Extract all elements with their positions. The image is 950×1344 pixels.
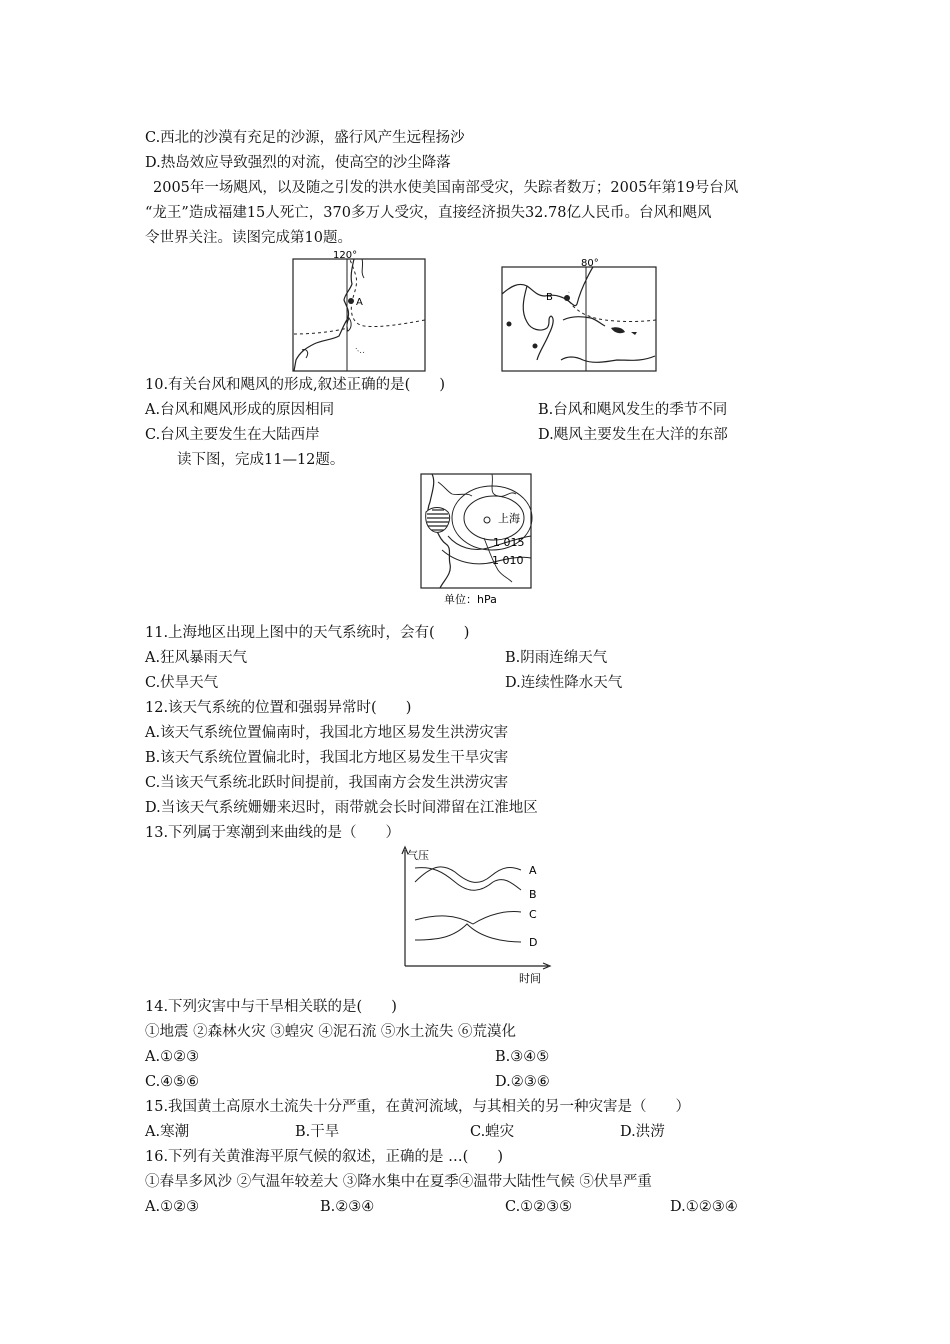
q16-option-b: B.②③④ — [320, 1199, 375, 1215]
typhoon-track-map — [292, 248, 427, 376]
pressure-curve-chart — [393, 842, 553, 990]
q11-stem: 11.上海地区出现上图中的天气系统时，会有( ) — [145, 625, 470, 641]
q15-option-a: A.寒潮 — [145, 1124, 190, 1140]
shanghai-label: 上海 — [498, 512, 520, 525]
q13-stem: 13.下列属于寒潮到来曲线的是（ ） — [145, 825, 401, 841]
q14-option-c: C.④⑤⑥ — [145, 1074, 200, 1090]
unit-label: 单位：hPa — [444, 593, 497, 606]
q11-option-d: D.连续性降水天气 — [505, 675, 623, 691]
q16-option-a: A.①②③ — [145, 1199, 200, 1215]
q9-option-d: D.热岛效应导致强烈的对流，使高空的沙尘降落 — [145, 155, 451, 171]
q12-option-a: A.该天气系统位置偏南时，我国北方地区易发生洪涝灾害 — [145, 725, 509, 741]
y-axis-label: 气压 — [407, 849, 429, 862]
q11-option-b: B.阴雨连绵天气 — [505, 650, 608, 666]
q10-option-d: D.飓风主要发生在大洋的东部 — [538, 427, 728, 443]
curve-label-c: C — [529, 908, 537, 921]
q10-option-c: C.台风主要发生在大陆西岸 — [145, 427, 320, 443]
q16-option-d: D.①②③④ — [670, 1199, 738, 1215]
longitude-label-120: 120° — [333, 250, 358, 261]
rain-band-hatch — [426, 508, 450, 533]
q15-stem: 15.我国黄土高原水土流失十分严重，在黄河流域，与其相关的另一种灾害是（ ） — [145, 1099, 691, 1115]
q10-stem: 10.有关台风和飓风的形成,叙述正确的是( ) — [145, 377, 445, 393]
q12-stem: 12.该天气系统的位置和强弱异常时( ) — [145, 700, 412, 716]
isobar-1010-label: 1 010 — [492, 554, 524, 567]
q16-items: ①春旱多风沙 ②气温年较差大 ③降水集中在夏季④温带大陆性气候 ⑤伏旱严重 — [145, 1174, 652, 1190]
isobar-1015-label: 1 015 — [493, 536, 525, 549]
q11-option-a: A.狂风暴雨天气 — [145, 650, 248, 666]
q12-option-c: C.当该天气系统北跃时间提前，我国南方会发生洪涝灾害 — [145, 775, 509, 791]
q16-stem: 16.下列有关黄淮海平原气候的叙述，正确的是 …( ) — [145, 1149, 503, 1165]
curve-d — [415, 924, 521, 942]
q12-option-d: D.当该天气系统姗姗来迟时，雨带就会长时间滞留在江淮地区 — [145, 800, 538, 816]
subtropical-high-map — [418, 472, 536, 612]
curve-c — [415, 912, 521, 925]
q14-option-a: A.①②③ — [145, 1049, 200, 1065]
point-b-label: B — [546, 292, 553, 303]
q9-option-c: C.西北的沙漠有充足的沙源，盛行风产生远程扬沙 — [145, 130, 465, 146]
hurricane-track-map — [501, 256, 658, 376]
intro-q10-line3: 令世界关注。读图完成第10题。 — [145, 230, 352, 246]
q14-option-b: B.③④⑤ — [495, 1049, 550, 1065]
curve-label-d: D — [529, 936, 538, 949]
q10-option-a: A.台风和飓风形成的原因相同 — [145, 402, 335, 418]
q11-option-c: C.伏旱天气 — [145, 675, 219, 691]
curve-b — [415, 868, 521, 891]
q10-option-b: B.台风和飓风发生的季节不同 — [538, 402, 728, 418]
q16-option-c: C.①②③⑤ — [505, 1199, 573, 1215]
q15-option-b: B.干旱 — [295, 1124, 340, 1140]
intro-q10-line1: 2005年一场飓风，以及随之引发的洪水使美国南部受灾，失踪者数万；2005年第19号台风 — [153, 180, 739, 196]
point-a-label: A — [356, 297, 363, 308]
q15-option-c: C.蝗灾 — [470, 1124, 515, 1140]
x-axis-label: 时间 — [519, 972, 541, 985]
q14-option-d: D.②③⑥ — [495, 1074, 550, 1090]
q14-items: ①地震 ②森林火灾 ③蝗灾 ④泥石流 ⑤水土流失 ⑥荒漠化 — [145, 1024, 517, 1040]
longitude-label-80: 80° — [581, 258, 599, 269]
q15-option-d: D.洪涝 — [620, 1124, 665, 1140]
curve-label-b: B — [529, 888, 537, 901]
q14-stem: 14.下列灾害中与干旱相关联的是( ) — [145, 999, 397, 1015]
intro-q11-12: 读下图，完成11—12题。 — [177, 452, 345, 468]
curve-label-a: A — [529, 864, 537, 877]
q12-option-b: B.该天气系统位置偏北时，我国北方地区易发生干旱灾害 — [145, 750, 509, 766]
intro-q10-line2: “龙王”造成福建15人死亡，370多万人受灾，直接经济损失32.78亿人民币。台风和飓风 — [145, 205, 712, 221]
